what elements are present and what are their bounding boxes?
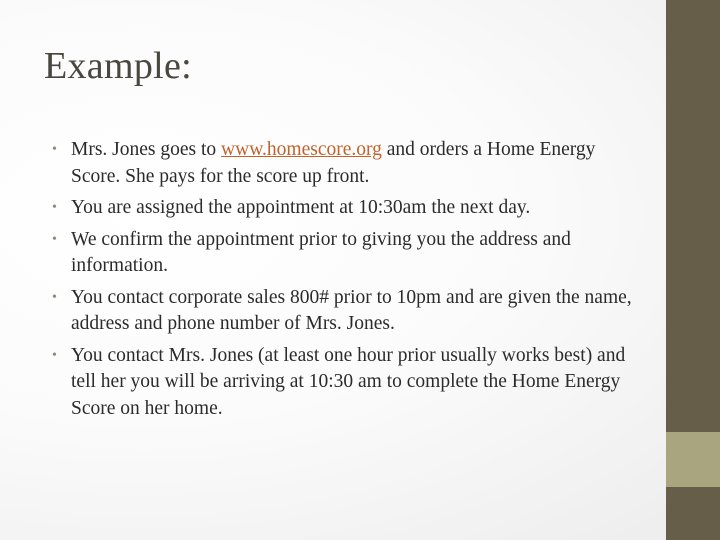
slide-title: Example: <box>44 45 193 87</box>
bullet-item: • You contact corporate sales 800# prior to 10pm and are given the name, address and phone number of Mrs. Jones. <box>52 286 632 334</box>
bullet-item: • You contact Mrs. Jones (at least one hour prior usually works best) and tell her you will be arriving at 10:30 am to complete the Home Energy Score on her home. <box>52 344 626 419</box>
bullet-icon: • <box>52 200 57 215</box>
bullet-icon: • <box>52 347 57 363</box>
homescore-link[interactable]: www.homescore.org <box>221 139 382 160</box>
bullet-item: • Mrs. Jones goes to www.homescore.org and orders a Home Energy Score. She pays for the score up front. <box>52 139 596 187</box>
bullet-icon: • <box>52 289 57 305</box>
bullet-icon: • <box>52 231 57 247</box>
bullet-icon: • <box>52 142 57 157</box>
decorative-sidebar <box>666 0 720 540</box>
bullet-item: • We confirm the appointment prior to giving you the address and information. <box>52 228 571 276</box>
bullet-list <box>52 137 642 427</box>
bullet-item: • You are assigned the appointment at 10:30am the next day. <box>52 195 642 222</box>
sidebar-accent-band <box>666 432 720 487</box>
